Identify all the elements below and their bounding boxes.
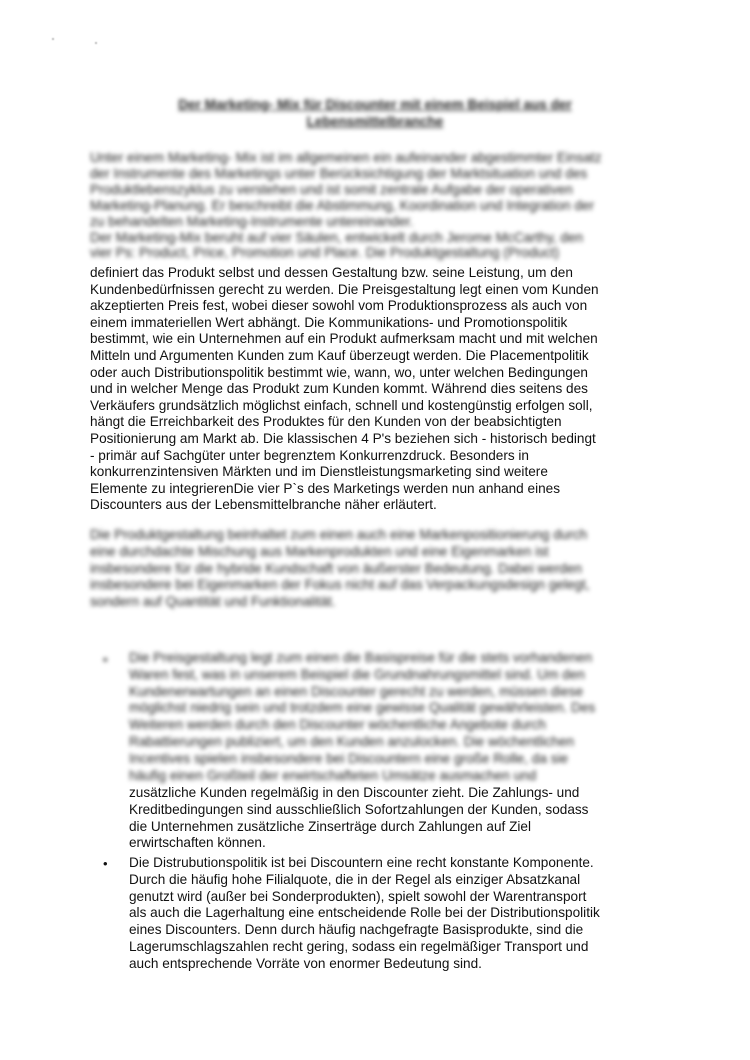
- text-line: Elemente zu integrierenDie vier P`s des Marketings werden nun anhand eines: [90, 480, 560, 496]
- text-line: Kreditbedingungen sind ausschließlich Sofortzahlungen der Kunden, sodass: [129, 801, 589, 817]
- text-line: konkurrenzintensiven Märkten und im Dienstleistungsmarketing sind weitere: [90, 464, 548, 480]
- document-title: Lebensmittelbranche: [306, 114, 444, 129]
- text-line: zu behandelten Marketing-Instrumente untereinander.: [90, 213, 414, 229]
- scan-speck: [52, 38, 54, 40]
- text-line: Unter einem Marketing- Mix ist im allgemeinen ein aufeinander abgestimmter Einsatz: [90, 150, 602, 165]
- text-line: Kundenbedürfnissen gerecht zu werden. Die Preisgestaltung legt einen vom Kunden: [90, 281, 599, 297]
- text-line: oder auch Distributionspolitik bestimmt wie, wann, wo, unter welchen Bedingungen: [90, 364, 588, 380]
- text-line: Discounters aus der Lebensmittelbranche näher erläutert.: [90, 497, 437, 513]
- text-line: - primär auf Sachgüter unter begrenztem Konkurrenzdruck. Besonders in: [90, 447, 529, 463]
- text-line: eine durchdachte Mischung aus Markenprodukten und eine Eigenmarken ist: [90, 543, 549, 559]
- text-line: als auch die Lagerhaltung eine entscheidende Rolle bei der Distributionspolitik: [129, 905, 600, 921]
- text-line: erwirtschaften können.: [129, 835, 266, 851]
- text-line: häufig einen Großteil der erwirtschafteten Umsätze ausmachen und: [129, 767, 537, 783]
- scan-speck: [95, 42, 97, 44]
- text-line: sondern auf Quantität und Funktionalität.: [90, 594, 336, 610]
- text-line: Positionierung am Markt ab. Die klassischen 4 P's beziehen sich - historisch bedingt: [90, 431, 596, 446]
- text-line: Die Distrubutionspolitik ist bei Discountern eine recht konstante Komponente.: [129, 855, 594, 870]
- text-line: hängt die Erreichbarkeit des Produktes für den Kunden von der beabsichtigten: [90, 414, 562, 430]
- text-line: genutzt wird (außer bei Sonderprodukten), spielt sowohl der Warentransport: [129, 888, 587, 904]
- text-line: Die Produktgestaltung beinhaltet zum einen auch eine Markenpositionierung durch: [90, 527, 588, 542]
- text-line: Rabattierungen publiziert, um den Kunden anzulocken. Die wöchentlichen: [129, 734, 575, 749]
- text-line: Incentives spielen insbesondere bei Discountern eine große Rolle, da sie: [129, 750, 569, 766]
- text-line: möglichst niedrig sein und trotzdem eine gewisse Qualität gewährleisten. Des: [129, 700, 596, 716]
- text-line: Kundenerwartungen an einen Discounter gerecht zu werden, müssen diese: [129, 683, 584, 699]
- text-line: eines Discounters. Denn durch häufig nachgefragte Basisprodukte, sind die: [129, 922, 584, 938]
- text-line: Mitteln und Argumenten Kunden zum Kauf überzeugt werden. Die Placementpolitik: [90, 348, 589, 363]
- text-line: der Instrumente des Marketings unter Berücksichtigung der Marktsituation und des: [90, 165, 588, 181]
- text-line: auch entsprechende Vorräte von enormer Bedeutung sind.: [129, 955, 482, 971]
- text-line: die Unternehmen zusätzliche Zinserträge durch Zahlungen auf Ziel: [129, 818, 531, 834]
- text-line: einem immateriellen Wert abhängt. Die Kommunikations- und Promotionspolitik: [90, 314, 568, 330]
- text-line: vier Ps: Product, Price, Promotion und Place. Die Produktgestaltung (Product): [90, 245, 560, 261]
- text-line: insbesondere für die hybride Kundschaft von äußerster Bedeutung. Dabei werden: [90, 560, 582, 576]
- text-line: Weiteren werden durch den Discounter wöchentliche Angebote durch: [129, 717, 546, 733]
- text-line: Waren fest, was in unserem Beispiel die Grundnahrungsmittel sind. Um den: [129, 666, 585, 682]
- bullet-marker: •: [103, 856, 108, 871]
- text-line: akzeptierten Preis fest, wobei dieser sowohl vom Produktionsprozess als auch von: [90, 298, 588, 314]
- text-line: Der Marketing-Mix beruht auf vier Säulen, entwickelt durch Jerome McCarthy, den: [90, 229, 584, 245]
- text-line: bestimmt, wie ein Unternehmen auf ein Produkt aufmerksam macht und mit welchen: [90, 331, 598, 347]
- text-line: definiert das Produkt selbst und dessen Gestaltung bzw. seine Leistung, um den: [90, 265, 573, 280]
- text-line: und in welcher Menge das Produkt zum Kunden kommt. Während dies seitens des: [90, 381, 588, 397]
- text-line: Verkäufers grundsätzlich möglichst einfach, schnell und kostengünstig erfolgen soll,: [90, 397, 593, 413]
- bullet-marker: •: [103, 652, 108, 667]
- text-line: Die Preisgestaltung legt zum einen die Basispreise für die stets vorhandenen: [129, 650, 593, 665]
- document-title: Der Marketing- Mix für Discounter mit einem Beispiel aus der: [178, 97, 572, 112]
- text-line: Produktlebenszyklus zu verstehen und ist somit zentrale Aufgabe der operativen: [90, 181, 573, 197]
- text-line: zusätzliche Kunden regelmäßig in den Discounter zieht. Die Zahlungs- und: [129, 785, 580, 800]
- text-line: insbesondere bei Eigenmarken der Fokus nicht auf das Verpackungsdesign gelegt,: [90, 577, 590, 593]
- text-line: Marketing-Planung. Er beschreibt die Abstimmung, Koordination und Integration der: [90, 197, 595, 213]
- text-line: Lagerumschlagszahlen recht gering, sodass ein regelmäßiger Transport und: [129, 939, 589, 954]
- text-line: Durch die häufig hohe Filialquote, die in der Regel als einziger Absatzkanal: [129, 871, 581, 887]
